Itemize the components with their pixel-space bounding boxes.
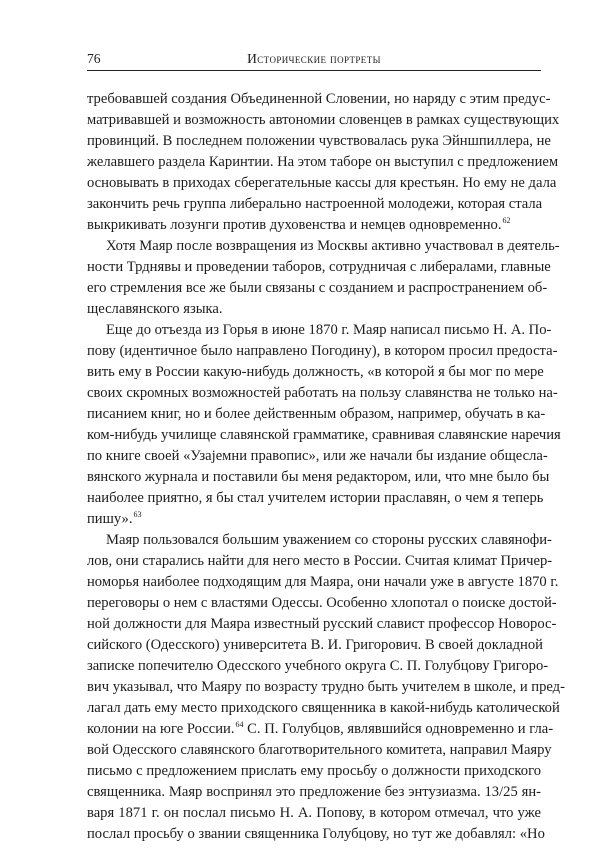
text-line xyxy=(87,215,541,236)
text-line xyxy=(87,89,551,110)
text-line xyxy=(87,488,544,509)
text-line-content: варя 1871 г. он послал письмо Н. А. Попову, в котором отмечал, что уже xyxy=(87,805,541,821)
text-line-content: переговоры о нем с властями Одессы. Особенно хлопотал о поиске достой- xyxy=(87,595,557,611)
text-line xyxy=(87,131,551,152)
text-line-content: ной должности для Маяра известный русский славист профессор Новорос- xyxy=(87,616,557,632)
text-line xyxy=(87,572,559,593)
text-line xyxy=(87,404,546,425)
text-line xyxy=(87,614,557,635)
text-line-content: пишу». xyxy=(87,511,133,527)
text-line xyxy=(87,509,541,530)
text-line xyxy=(87,446,548,467)
text-line-content: закончить речь группа либерально настроенной молодежи, которая стала xyxy=(87,196,543,212)
footnote-reference[interactable]: 62 xyxy=(502,216,511,225)
text-line-content: по книге своей «Узајемни правопис», или же начали бы издание общесла- xyxy=(87,448,548,464)
text-line xyxy=(87,425,561,446)
text-line xyxy=(87,152,559,173)
text-line-content: щеславянского языка. xyxy=(87,301,223,317)
text-line-content: его стремления все же были связаны с созданием и распространением об- xyxy=(87,280,548,296)
text-line xyxy=(87,362,544,383)
text-line-content: пову (идентичное было направлено Погодину), в котором просил предоста- xyxy=(87,343,558,359)
text-line-content: матривавшей и возможность автономии словенцев в рамках существующих xyxy=(87,112,560,128)
text-line-content: наиболее приятно, я бы стал учителем истории праславян, о чем я теперь xyxy=(87,490,544,506)
text-line xyxy=(87,782,541,803)
text-line-content: своих скромных возможностей работать на пользу славянства не только на- xyxy=(87,385,558,401)
text-line xyxy=(87,719,554,740)
text-line xyxy=(87,551,553,572)
text-line xyxy=(87,110,560,131)
text-line xyxy=(87,278,548,299)
footnote-reference[interactable]: 63 xyxy=(133,510,142,519)
text-line-continuation: С. П. Голубцов, являвшийся одновременно и гла- xyxy=(243,721,554,737)
text-line xyxy=(87,530,552,551)
text-line xyxy=(87,740,552,761)
text-line-content: послал просьбу о звании священника Голубцову, но тут же добавлял: «Но xyxy=(87,826,545,842)
running-header xyxy=(87,48,541,71)
text-line xyxy=(87,236,560,257)
text-line-content: сийского (Одесского) университета В. И. Григорович. В своей докладной xyxy=(87,637,543,653)
text-line-content: лов, они старались найти для него место в России. Считая климат Причер- xyxy=(87,553,553,569)
text-line-content: записке попечителю Одесского учебного округа С. П. Голубцову Григоро- xyxy=(87,658,549,674)
text-line xyxy=(87,761,541,782)
text-line xyxy=(87,383,558,404)
text-line-content: вой Одесского славянского благотворительного комитета, направил Маяру xyxy=(87,742,552,758)
text-line-content: ком-нибудь училище славянской грамматике, сравнивая славянские наречия xyxy=(87,427,561,443)
text-line-content: лагал дать ему место приходского священника в какой-нибудь католической xyxy=(87,700,560,716)
text-line xyxy=(87,341,558,362)
text-line-content: требовавшей создания Объединенной Словении, но наряду с этим предус- xyxy=(87,91,551,107)
text-line-content: письмо с предложением прислать ему просьбу о должности приходского xyxy=(87,763,541,779)
text-line-content: священника. Маяр воспринял это предложение без энтузиазма. 13/25 ян- xyxy=(87,784,541,800)
text-line xyxy=(87,677,565,698)
text-line xyxy=(87,173,557,194)
text-line xyxy=(87,320,552,341)
text-line xyxy=(87,803,541,824)
footnote-reference[interactable]: 64 xyxy=(235,720,244,729)
text-line-content: Маяр пользовался большим уважением со стороны русских славянофи- xyxy=(106,532,552,548)
text-line-content: основывать в приходах сберегательные кассы для крестьян. Но ему не дала xyxy=(87,175,557,191)
text-line xyxy=(87,824,545,845)
text-line xyxy=(87,194,541,215)
text-line-content: вянского журнала и поставили бы меня редактором, или, что мне было бы xyxy=(87,469,550,485)
text-line xyxy=(87,257,551,278)
body-text xyxy=(87,89,565,845)
text-line xyxy=(87,299,541,320)
text-line-content: провинций. В последнем положении чувствовалась рука Эйншпиллера, не xyxy=(87,133,551,149)
text-line-content: Хотя Маяр после возвращения из Москвы активно участвовал в деятель- xyxy=(106,238,560,254)
text-line xyxy=(87,467,550,488)
page-number: 76 xyxy=(87,51,101,66)
text-line-content: Еще до отъезда из Горья в июне 1870 г. Маяр написал письмо Н. А. По- xyxy=(106,322,552,338)
text-line xyxy=(87,593,557,614)
text-line-content: колонии на юге России. xyxy=(87,721,235,737)
text-line xyxy=(87,656,549,677)
text-line-content: ности Трднявы и проведении таборов, сотрудничая с либералами, главные xyxy=(87,259,551,275)
text-line-content: выкрикивать лозунги против духовенства и немцев одновременно. xyxy=(87,217,502,233)
text-line xyxy=(87,698,560,719)
text-line xyxy=(87,635,541,656)
text-line-content: вить ему в России какую-нибудь должность, «в которой я бы мог по мере xyxy=(87,364,544,380)
text-line-content: писанием книг, но и более действенным образом, например, обучать в ка- xyxy=(87,406,546,422)
running-header-title: Исторические портреты xyxy=(247,51,381,66)
text-line-content: номорья наиболее подходящим для Маяра, они начали уже в августе 1870 г. xyxy=(87,574,559,590)
text-line-content: желавшего раздела Каринтии. На этом таборе он выступил с предложением xyxy=(87,154,559,170)
text-line-content: вич указывал, что Маяру по возрасту трудно быть учителем в школе, и пред- xyxy=(87,679,565,695)
